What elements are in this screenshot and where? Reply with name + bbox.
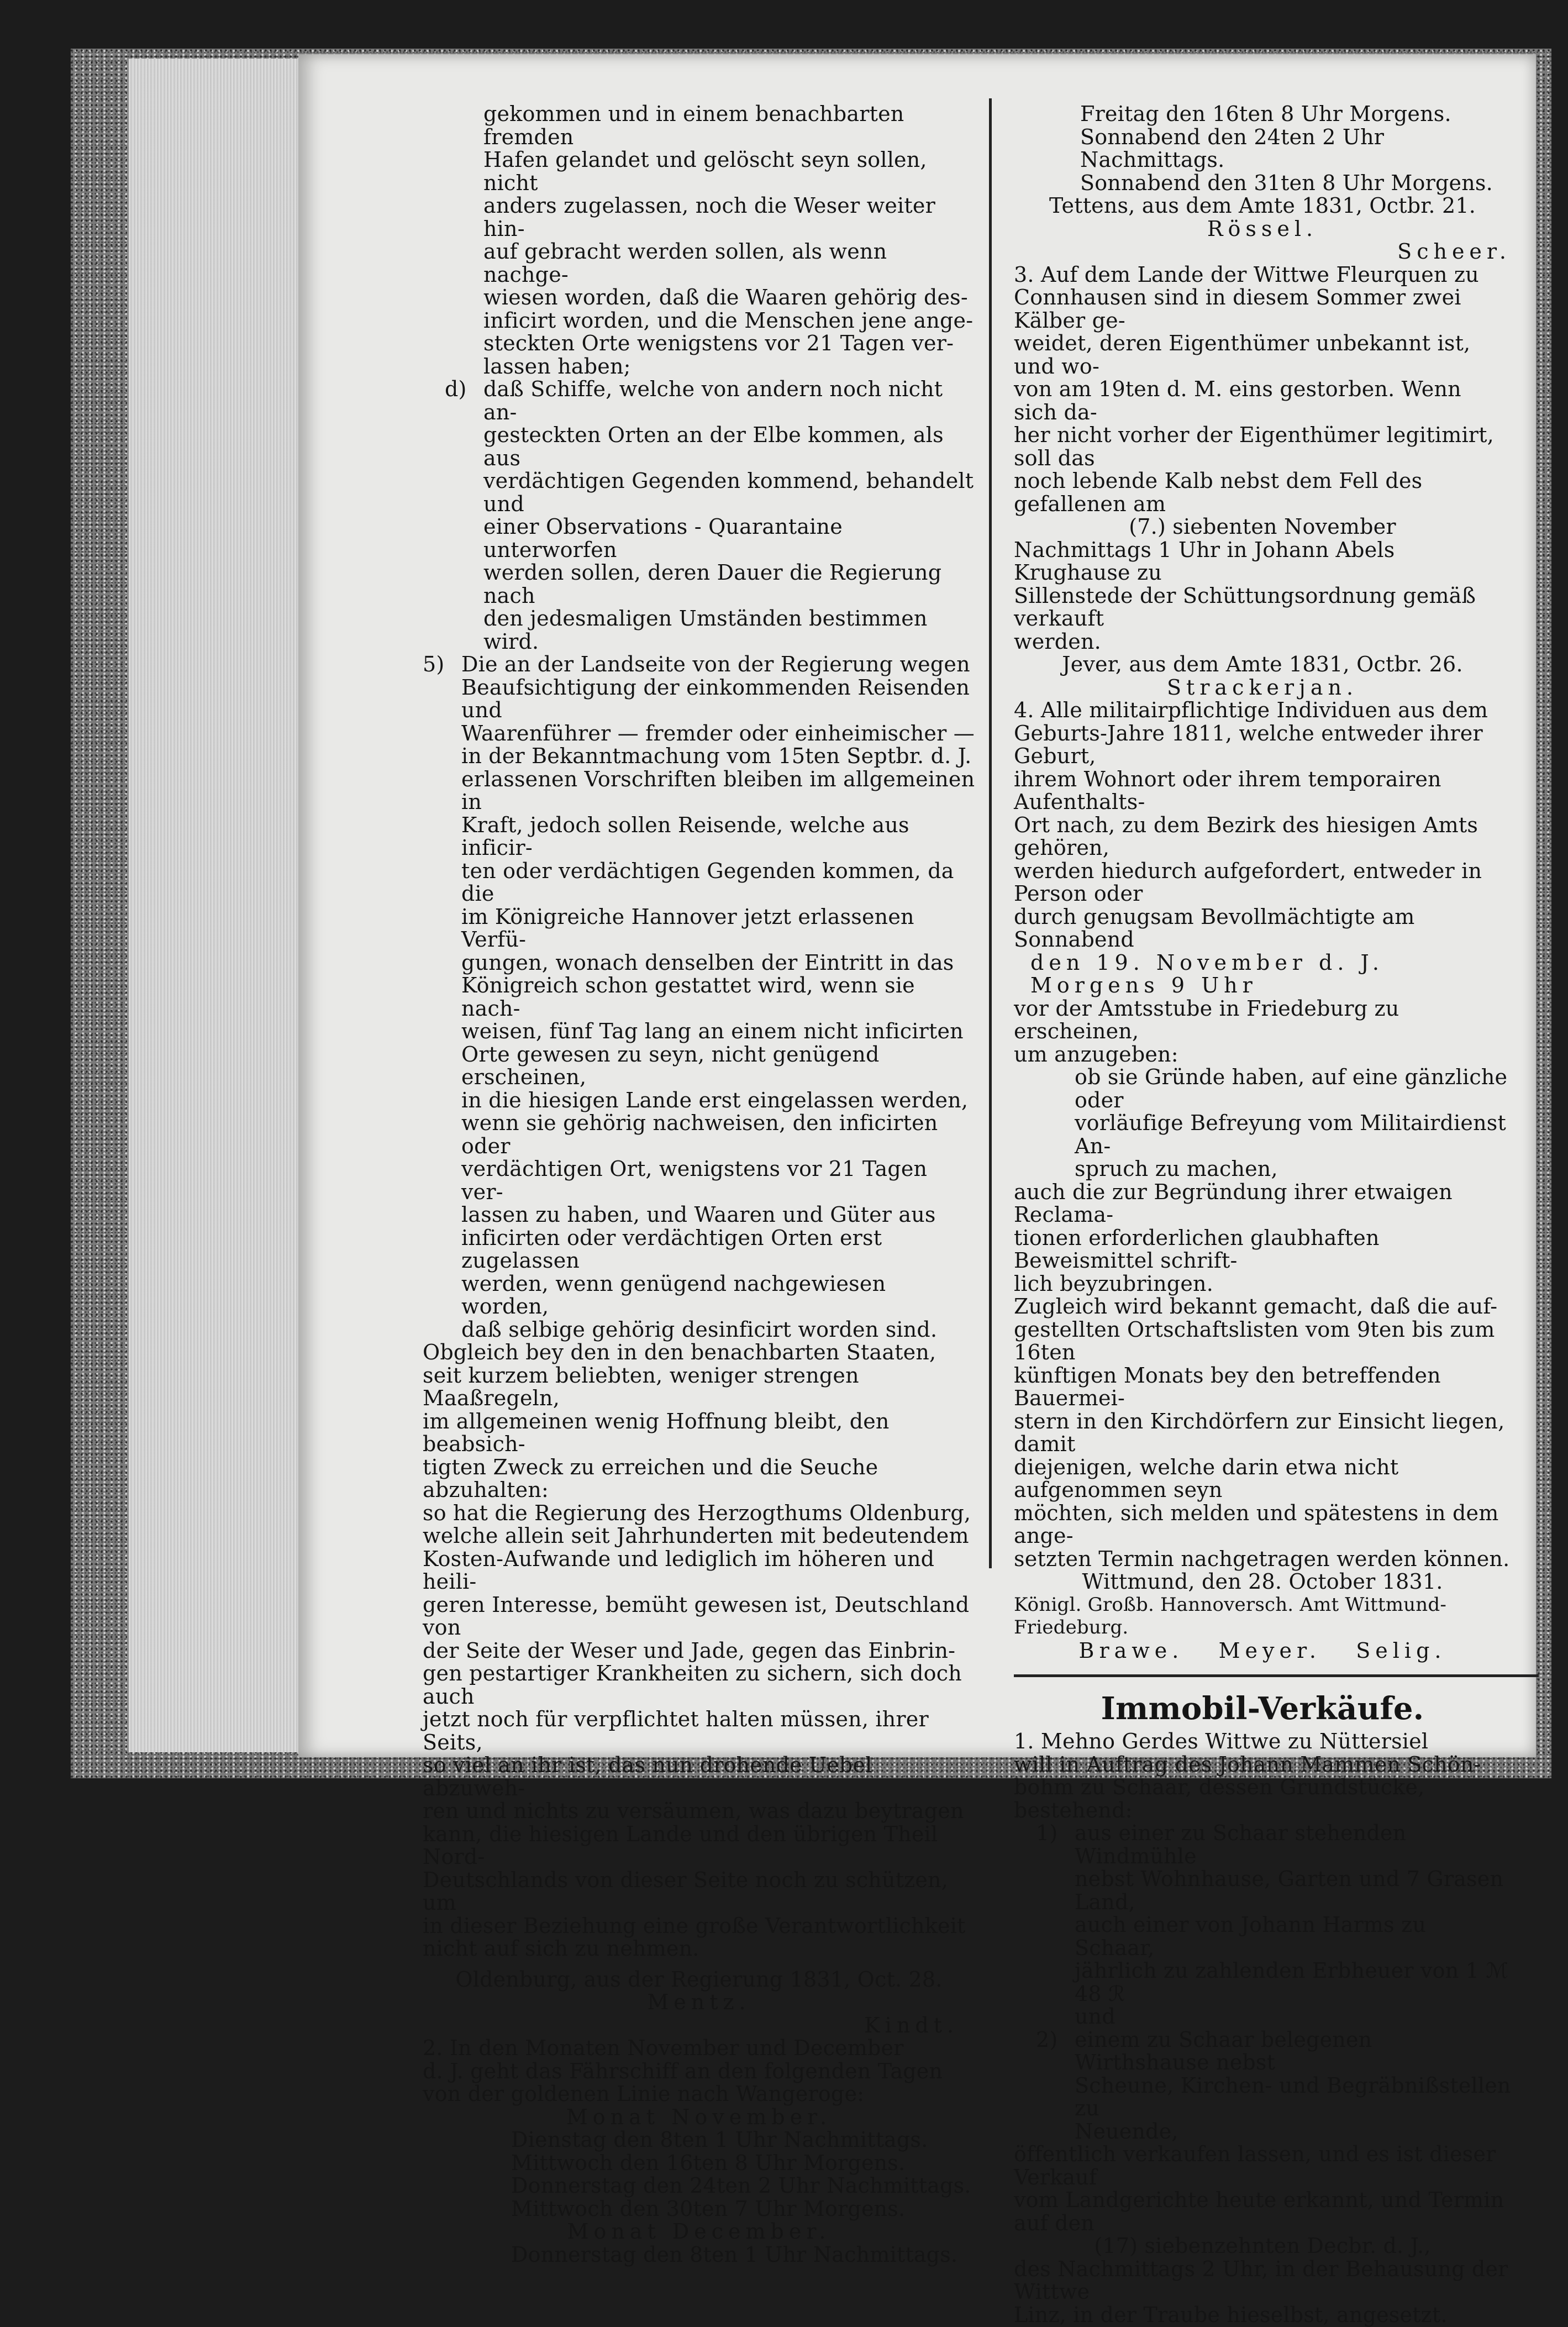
text-line: vom Landgerichte heute erkannt, und Termin auf den (1014, 2188, 1504, 2235)
text-line: durch genugsam Bevollmächtigte am Sonnabend (1014, 904, 1415, 952)
text-line: d. J. geht das Fährschiff an den folgenden Tagen (423, 2058, 943, 2083)
notice-4-sub (1014, 1066, 1511, 1181)
text-line: lassen zu haben, und Waaren und Güter aus (461, 1202, 936, 1227)
text-line: 2. In den Monaten November und December (423, 2036, 904, 2060)
text-line: aus einer zu Schaar stehenden Windmühle (1075, 1821, 1407, 1868)
text-line: Neuende, (1075, 2119, 1178, 2144)
text-line: inficirt worden, und die Menschen jene ange- (483, 308, 974, 333)
signature-strackerjan: Strackerjan. (1166, 675, 1359, 700)
text-line: künftigen Monats bey den betreffenden Bauermei- (1014, 1363, 1441, 1410)
text-line: Kraft, jedoch sollen Reisende, welche aus inficir- (461, 812, 909, 860)
text-line: werden, wenn genügend nachgewiesen worden, (461, 1271, 886, 1319)
text-line: 1. Mehno Gerdes Wittwe zu Nüttersiel (1014, 1729, 1429, 1753)
text-line: erlassenen Vorschriften bleiben im allgemeinen in (461, 766, 975, 814)
text-line: tionen erforderlichen glaubhaften Beweismittel schrift- (1014, 1225, 1380, 1273)
text-line: Sonnabend den 31ten 8 Uhr Morgens. (1080, 170, 1493, 195)
text-line: Ort nach, zu dem Bezirk des hiesigen Amts gehören, (1014, 812, 1478, 860)
text-line: im Königreiche Hannover jetzt erlassenen Verfü- (461, 904, 914, 952)
text-line: Deutschlands von dieser Seite noch zu schützen, um (423, 1867, 948, 1915)
notice-3-cont (1014, 539, 1511, 654)
sale-1-cont2 (1014, 2258, 1511, 2327)
text-line: weisen, fünf Tag lang an einem nicht inficirten (461, 1019, 964, 1043)
text-line: der Seite der Weser und Jade, gegen das Einbrin- (423, 1638, 956, 1663)
text-line: gekommen und in einem benachbarten fremden (483, 102, 904, 149)
sale-1-date: (17) siebenzehnten Decbr. d. J., (1094, 2234, 1431, 2258)
right-column (1014, 103, 1511, 2326)
amt-line: Königl. Großb. Hannoversch. Amt Wittmund-Friedeburg. (1014, 1593, 1447, 1638)
text-line: Sonnabend den 24ten 2 Uhr Nachmittags. (1080, 124, 1385, 172)
signature-kindt: Kindt. (864, 2013, 959, 2037)
signature-roessel: Rössel. (1207, 216, 1318, 241)
text-line: 3. Auf dem Lande der Wittwe Fleurquen zu (1014, 262, 1479, 287)
text-line: vorläufige Befreyung vom Militairdienst An- (1075, 1111, 1506, 1158)
text-line: Connhausen sind in diesem Sommer zwei Kälber ge- (1014, 285, 1461, 333)
text-line: daß selbige gehörig desinficirt worden sind. (461, 1317, 938, 1342)
text-line: so hat die Regierung des Herzogthums Oldenburg, (423, 1500, 971, 1525)
text-line: Scheune, Kirchen- und Begräbnißstellen zu (1075, 2073, 1511, 2120)
december-schedule (423, 2244, 975, 2267)
text-line: des Nachmittags 2 Uhr, in der Behausung der Wittwe (1014, 2256, 1508, 2304)
month-november: Monat November. (566, 2104, 832, 2129)
text-line: ob sie Gründe haben, auf eine gänzliche oder (1075, 1065, 1508, 1112)
notice-4-para2 (1014, 1295, 1511, 1570)
text-line: nicht auf sich zu nehmen. (423, 1936, 699, 1961)
text-line: wenn sie gehörig nachweisen, den inficirten oder (461, 1111, 938, 1158)
text-line: vor der Amtsstube in Friedeburg zu erscheinen, (1014, 996, 1399, 1043)
column-divider (989, 98, 992, 1568)
text-line: so viel an ihr ist, das nun drohende Uebel abzuweh- (423, 1753, 872, 1800)
text-line: Mittwoch den 30ten 7 Uhr Morgens. (511, 2196, 906, 2221)
sale-1-item-1-text (1075, 1822, 1511, 2029)
text-line: Mittwoch den 16ten 8 Uhr Morgens. (511, 2150, 906, 2175)
text-line: einer Observations - Quarantaine unterworfen (483, 514, 843, 562)
section-rule (1014, 1674, 1539, 1677)
page-edges (127, 59, 300, 1752)
paragraph-obgleich (423, 1341, 975, 1961)
text-line: welche allein seit Jahrhunderten mit bedeutendem (423, 1524, 969, 1548)
text-line: verdächtigen Ort, wenigstens vor 21 Tagen ver- (461, 1157, 928, 1204)
text-line: 4. Alle militairpflichtige Individuen aus dem (1014, 698, 1488, 722)
text-line: einem zu Schaar belegenen Wirthshause nebst (1075, 2027, 1372, 2074)
text-line: auch einer von Johann Harms zu Schaar, (1075, 1913, 1427, 1960)
text-line: ihrem Wohnort oder ihrem temporairen Aufenthalts- (1014, 766, 1441, 814)
text-line: im allgemeinen wenig Hoffnung bleibt, den beabsich- (423, 1409, 890, 1456)
text-line: Freitag den 16ten 8 Uhr Morgens. (1080, 102, 1451, 126)
text-line: verdächtigen Gegenden kommend, behandelt und (483, 469, 974, 516)
text-line: um anzugeben: (1014, 1042, 1178, 1067)
left-column (423, 103, 975, 2266)
text-line: ren und nichts zu versäumen, was dazu beytragen (423, 1799, 964, 1823)
tettens-dateline: Tettens, aus dem Amte 1831, Octbr. 21. (1049, 193, 1476, 218)
text-line: her nicht vorher der Eigenthümer legitimirt, soll das (1014, 423, 1494, 470)
text-line: auf gebracht werden sollen, als wenn nachge- (483, 239, 887, 287)
item-5-text (461, 653, 975, 1341)
sale-1 (1014, 1730, 1511, 1822)
month-december: Monat December. (567, 2219, 831, 2244)
text-line: Nachmittags 1 Uhr in Johann Abels Krughause zu (1014, 537, 1395, 585)
text-line: bohm zu Schaar, dessen Grundstücke, bestehend: (1014, 1775, 1425, 1822)
text-line: stern in den Kirchdörfern zur Einsicht liegen, damit (1014, 1409, 1505, 1456)
sale-1-item-2-number: 2) (1036, 2027, 1058, 2052)
text-line: nebst Wohnhause, Garten und 7 Grasen Land, (1075, 1867, 1504, 1914)
notice-4 (1014, 699, 1511, 952)
text-line: in die hiesigen Lande erst eingelassen werden, (461, 1088, 969, 1112)
text-line: Waarenführer — fremder oder einheimischer — (461, 721, 975, 745)
text-line: und (1075, 2004, 1116, 2029)
text-line: ten oder verdächtigen Gegenden kommen, da die (461, 858, 954, 906)
top-text (423, 103, 975, 378)
text-line: auch die zur Begründung ihrer etwaigen Reclama- (1014, 1179, 1453, 1227)
notice-2 (423, 2037, 975, 2106)
text-line: tigten Zweck zu erreichen und die Seuche abzuhalten: (423, 1454, 878, 1502)
item-d-text (483, 378, 975, 653)
text-line: daß Schiffe, welche von andern noch nicht an- (483, 377, 943, 424)
text-line: spruch zu machen, (1075, 1157, 1278, 1181)
notice-4-date: den 19. November d. J. Morgens 9 Uhr (1030, 950, 1384, 997)
notice-4-cont (1014, 997, 1511, 1067)
item-d (423, 378, 975, 653)
text-line: weidet, deren Eigenthümer unbekannt ist, und wo- (1014, 331, 1471, 379)
text-line: steckten Orte wenigstens vor 21 Tagen ver- (483, 331, 954, 355)
notice-3-date: (7.) siebenten November (1129, 514, 1396, 539)
text-line: Linz, in der Traube hieselbst, angesetzt. (1014, 2302, 1448, 2327)
sale-1-item-2-text (1075, 2029, 1511, 2144)
book-page (298, 54, 1536, 2327)
text-line: geren Interesse, bemüht gewesen ist, Deutschland von (423, 1592, 970, 1640)
text-line: will in Auftrag des Johann Mammen Schön- (1014, 1752, 1481, 1777)
text-line: kann, die hiesigen Lande und den übrigen Theil Nord- (423, 1821, 938, 1869)
text-line: diejenigen, welche darin etwa nicht aufgenommen seyn (1014, 1454, 1399, 1502)
text-line: Geburts-Jahre 1811, welche entweder ihrer Geburt, (1014, 721, 1483, 768)
sale-1-item-1-number: 1) (1036, 1821, 1058, 1845)
text-line: in dieser Beziehung eine große Verantwortlichkeit (423, 1913, 966, 1938)
text-line: lassen haben; (483, 354, 631, 379)
oldenburg-dateline: Oldenburg, aus der Regierung 1831, Oct. 28. (455, 1967, 943, 1992)
text-line: möchten, sich melden und spätestens in dem ange- (1014, 1500, 1499, 1548)
jever-dateline: Jever, aus dem Amte 1831, Octbr. 26. (1062, 652, 1463, 676)
text-line: den jedesmaligen Umständen bestimmen wird. (483, 606, 928, 654)
text-line: Sillenstede der Schüttungsordnung gemäß verkauft (1014, 583, 1476, 631)
notice-3 (1014, 264, 1511, 516)
sale-1-item-2 (1014, 2029, 1511, 2144)
text-line: wiesen worden, daß die Waaren gehörig des- (483, 285, 968, 309)
signature-mentz: Mentz. (647, 1990, 751, 2014)
text-line: anders zugelassen, noch die Weser weiter hin- (483, 193, 935, 241)
text-line: Obgleich bey den in den benachbarten Staaten, (423, 1340, 936, 1364)
text-line: Königreich schon gestattet wird, wenn sie nach- (461, 973, 915, 1021)
text-line: seit kurzem beliebten, weniger strengen Maaßregeln, (423, 1363, 859, 1410)
item-5 (423, 653, 975, 1341)
text-line: Zugleich wird bekannt gemacht, daß die auf- (1014, 1294, 1498, 1319)
text-line: Kosten-Aufwande und lediglich im höheren und heili- (423, 1546, 935, 1594)
text-line: noch lebende Kalb nebst dem Fell des gefallenen am (1014, 469, 1423, 516)
text-line: Orte gewesen zu seyn, nicht genügend erscheinen, (461, 1042, 880, 1089)
text-line: Hafen gelandet und gelöscht seyn sollen, nicht (483, 148, 927, 195)
text-line: öffentlich verkaufen lassen, und es ist dieser Verkauf (1014, 2142, 1496, 2189)
sale-1-item-1 (1014, 1822, 1511, 2029)
december-schedule-continued (1014, 103, 1511, 195)
text-line: gestellten Ortschaftslisten vom 9ten bis zum 16ten (1014, 1317, 1495, 1364)
text-line: Beaufsichtigung der einkommenden Reisenden und (461, 675, 970, 722)
text-line: gungen, wonach denselben der Eintritt in das (461, 950, 954, 975)
text-line: gen pestartiger Krankheiten zu sichern, sich doch auch (423, 1661, 962, 1709)
text-line: inficirten oder verdächtigen Orten erst zugelassen (461, 1225, 882, 1273)
text-line: von der goldenen Linie nach Wangeroge: (423, 2082, 865, 2106)
wittmund-dateline: Wittmund, den 28. October 1831. (1082, 1569, 1443, 1594)
text-line: jetzt noch für verpflichtet halten müssen, ihrer Seits, (423, 1707, 929, 1755)
text-line: Donnerstag den 24ten 2 Uhr Nachmittags. (511, 2173, 971, 2198)
text-line: werden sollen, deren Dauer die Regierung nach (483, 560, 942, 608)
signatures-bottom: Brawe. Meyer. Selig. (1078, 1638, 1446, 1663)
section-heading: Immobil-Verkäufe. (1101, 1690, 1424, 1727)
signature-scheer: Scheer. (1397, 239, 1511, 264)
item-5-number: 5) (423, 652, 445, 676)
text-line: Donnerstag den 8ten 1 Uhr Nachmittags. (511, 2242, 958, 2267)
item-d-number: d) (445, 377, 467, 401)
text-line: jährlich zu zahlenden Erbheuer von 1 ℳ 48 ℛ (1075, 1958, 1509, 2006)
text-line: werden hiedurch aufgefordert, entweder in Person oder (1014, 858, 1482, 906)
text-line: von am 19ten d. M. eins gestorben. Wenn sich da- (1014, 377, 1461, 424)
text-line: lich beyzubringen. (1014, 1271, 1214, 1296)
text-line: werden. (1014, 629, 1101, 654)
text-line: Dienstag den 8ten 1 Uhr Nachmittags. (511, 2128, 928, 2152)
sale-1-cont (1014, 2143, 1511, 2235)
text-line: in der Bekanntmachung vom 15ten Septbr. d. J. (461, 744, 972, 768)
text-line: setzten Termin nachgetragen werden können. (1014, 1546, 1510, 1571)
text-line: Die an der Landseite von der Regierung wegen (461, 652, 970, 676)
november-schedule (423, 2129, 975, 2220)
notice-4-cont2 (1014, 1181, 1511, 1296)
text-line: gesteckten Orten an der Elbe kommen, als aus (483, 423, 944, 470)
